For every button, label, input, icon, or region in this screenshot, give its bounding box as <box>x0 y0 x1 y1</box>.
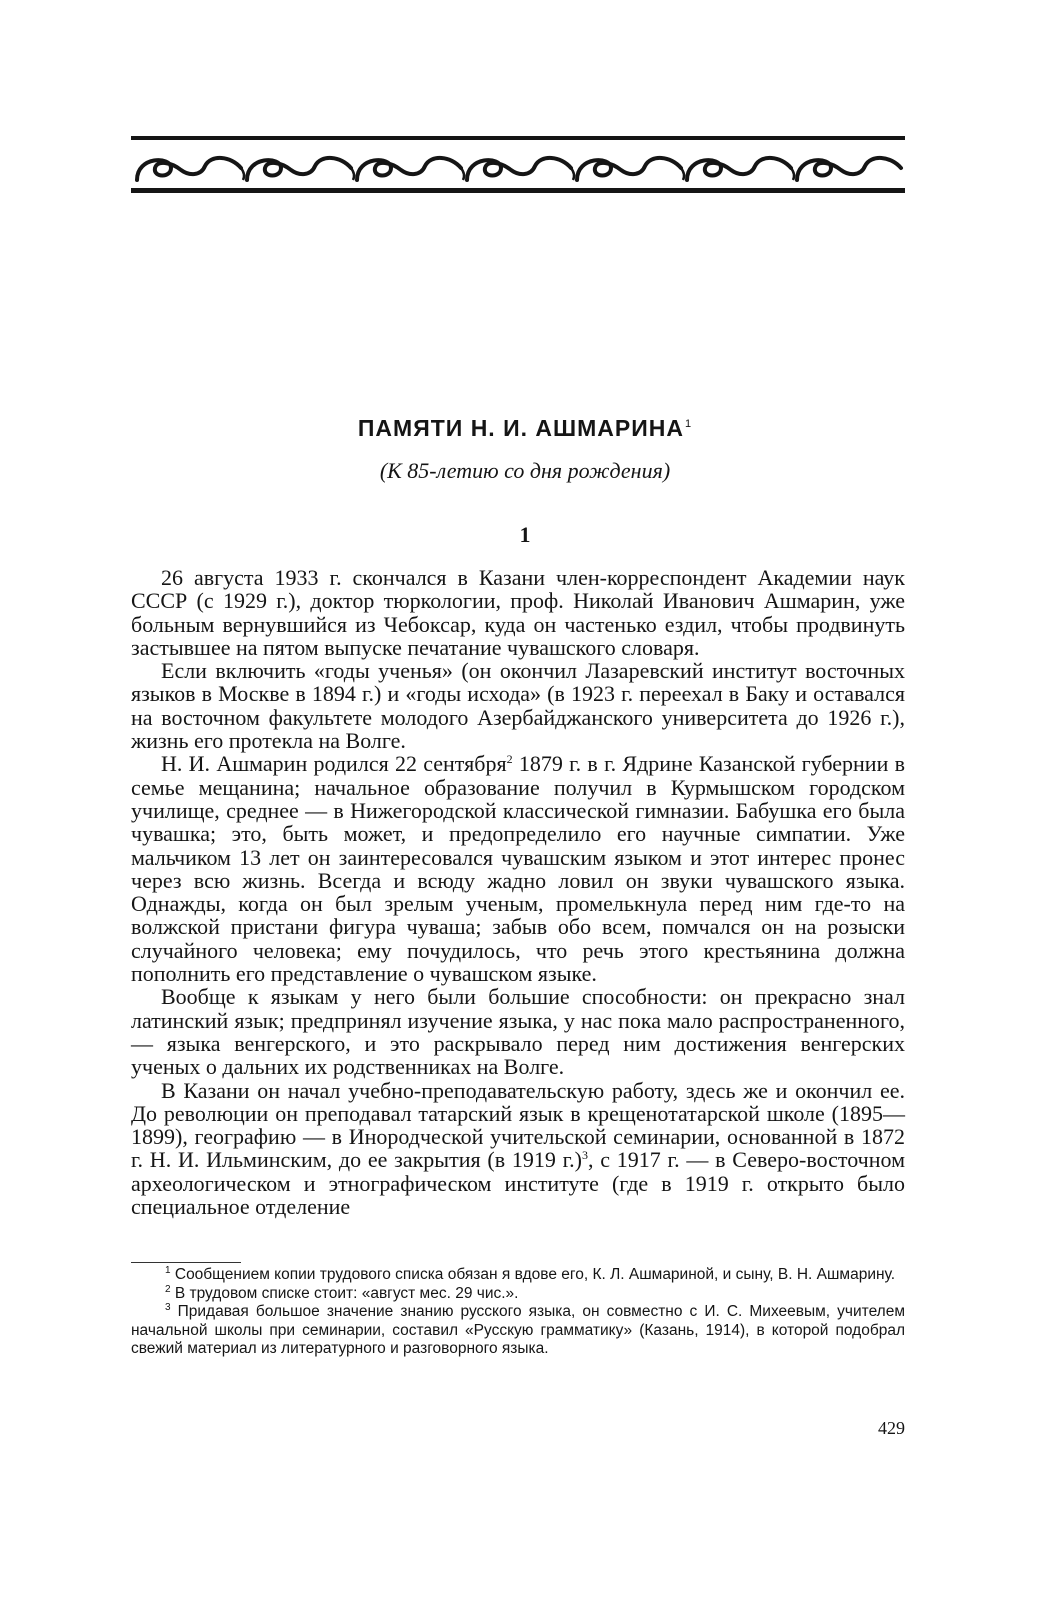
footnote-marker-3: 3 <box>581 1148 588 1163</box>
paragraph-3-text-a: Н. И. Ашмарин родился 22 сентября <box>161 751 507 777</box>
paragraph-2: Если включить «годы ученья» (он окончил Лазаревский институт восточных языков в Москве в 1894 г.) и «годы исхода» (в 1923 г. переехал в Баку и оставался на восточном факультете молодого Азербайджанского университета до 1926 г.), жизнь его протекла на Волге. <box>131 658 905 754</box>
footnote-1-text: Сообщением копии трудового списка обязан я вдове его, К. Л. Ашмариной, и сыну, В. Н. Ашмарину. <box>170 1266 896 1283</box>
title-footnote-marker: 1 <box>684 418 693 430</box>
paragraph-5-text-a: В Казани он начал учебно-преподавательскую работу, здесь же и окончил ее. До революции он преподавал татарский язык в крещенотатарской школе (1895—1899), географию — в Инородческой учительской семинарии, основанной в 1872 г. Н. И. Ильминским, до ее закрытия (в 1919 г.) <box>131 1077 905 1173</box>
page-number: 429 <box>878 1418 905 1438</box>
paragraph-5 <box>131 1079 905 1219</box>
header-ornament <box>131 134 905 198</box>
footnote-2-marker: 2 <box>165 1283 171 1295</box>
footnote-1 <box>131 1266 905 1285</box>
footnote-divider <box>131 1262 241 1263</box>
footnote-2-text: В трудовом списке стоит: «август мес. 29 чис.». <box>170 1284 519 1302</box>
paragraph-3-text-b: 1879 г. в г. Ядрине Казанской губернии в семье мещанина; начальное образование получил в Курмышском городском училище, среднее — в Нижегородской классической гимназии. Бабушка его была чувашка; это, быть может, и предопределило его научные симпатии. Уже мальчиком 13 лет он заинтересовался чувашским языком и этот интерес пронес через всю жизнь. Всегда и всюду жадно ловил он звуки чувашского языка. Однажды, когда он был зрелым ученым, промелькнула перед ним где-то на волжской пристани фигура чуваша; забыв обо всем, помчался он на розыски случайного человека; ему почудилось, что речь этого крестьянина должна пополнить его представление о чувашском языке. <box>131 751 905 987</box>
article-subtitle: (К 85-летию со дня рождения) <box>379 458 671 483</box>
footnote-2 <box>131 1285 905 1304</box>
footnote-3 <box>131 1303 905 1359</box>
footnote-1-marker: 1 <box>165 1265 171 1276</box>
paragraph-5-text-b: , с 1917 г. — в Северо-восточном археологическом и этнографическом институте (где в 1919 г. открыто было специальное отделение <box>131 1147 905 1220</box>
footnotes <box>131 1266 905 1359</box>
section-number: 1 <box>519 522 531 547</box>
article-title <box>0 415 1050 442</box>
article-title-text: ПАМЯТИ Н. И. АШМАРИНА <box>357 415 684 441</box>
footnote-3-marker: 3 <box>165 1302 171 1314</box>
article-body <box>131 566 905 1218</box>
footnote-marker-2: 2 <box>506 752 513 767</box>
paragraph-3 <box>131 752 905 985</box>
footnote-3-text: Придавая большое значение знанию русского языка, он совместно с И. С. Михеевым, учителем начальной школы при семинарии, составил «Русскую грамматику» (Казань, 1914), в которой подобрал свежий материал из литературного и разговорного языка. <box>131 1303 905 1358</box>
paragraph-1: 26 августа 1933 г. скончался в Казани член-корреспондент Академии наук СССР (с 1929 г.), доктор тюркологии, проф. Николай Иванович Ашмарин, уже больным вернувшийся из Чебоксар, куда он частенько ездил, чтобы продвинуть застывшее на пятом выпуске печатание чувашского словаря. <box>131 565 905 660</box>
wave-scroll-ornament-icon <box>131 134 905 198</box>
paragraph-4: Вообще к языкам у него были большие способности: он прекрасно знал латинский язык; предпринял изучение языка, у нас пока мало распространенного, — языка венгерского, и это раскрывало перед ним достижения венгерских ученых о дальних их родственниках на Волге. <box>131 984 905 1080</box>
